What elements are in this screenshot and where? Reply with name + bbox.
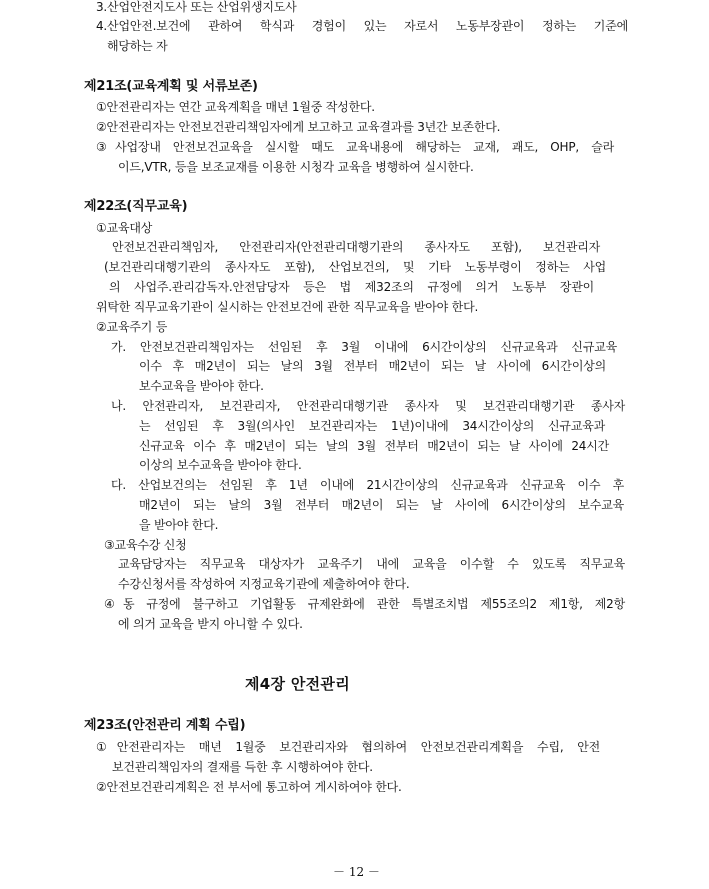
article-22-item-3-para-2: 수강신청서를 작성하여 지정교육기관에 제출하여야 한다. bbox=[118, 577, 410, 591]
article-22-item-3: ③교육수강 신청 bbox=[104, 538, 187, 552]
chapter-title: 제4장 안전관리 bbox=[245, 675, 350, 693]
article-22-sub-da-cont-2: 을 받아야 한다. bbox=[139, 518, 219, 532]
article-22-sub-ga-cont-2: 보수교육을 받아야 한다. bbox=[139, 379, 264, 393]
article-22-item-4-cont: 에 의거 교육을 받지 아니할 수 있다. bbox=[118, 617, 303, 631]
article-22-item-2: ②교육주기 등 bbox=[96, 320, 168, 334]
article-22-sub-na-cont-2: 신규교육 이수 후 매2년이 되는 날의 3월 전부터 매2년이 되는 날 사이에 24시간 bbox=[139, 439, 609, 453]
article-21-item-3-cont: 이드,VTR, 등을 보조교재를 이용한 시청각 교육을 병행하여 실시한다. bbox=[118, 160, 474, 174]
article-22-sub-na-cont-3: 이상의 보수교육을 받아야 한다. bbox=[139, 458, 302, 472]
article-22-item-1: ①교육대상 bbox=[96, 221, 153, 235]
article-22-para-line-3: 의 사업주.관리감독자.안전담당자 등은 법 제32조의 규정에 의거 노동부 장관이 bbox=[109, 280, 594, 294]
list-item-3: 3.산업안전지도사 또는 산업위생지도사 bbox=[96, 0, 297, 14]
article-23-item-2: ②안전보건관리계획은 전 부서에 통고하여 게시하여야 한다. bbox=[96, 780, 402, 794]
article-22-para-line-1: 안전보건관리책임자, 안전관리자(안전관리대행기관의 종사자도 포함), 보건관리자 bbox=[112, 240, 600, 254]
article-23-heading: 제23조(안전관리 계획 수립) bbox=[84, 718, 246, 733]
article-22-sub-ga-cont-1: 이수 후 매2년이 되는 날의 3월 전부터 매2년이 되는 날 사이에 6시간이상의 bbox=[139, 359, 606, 373]
article-21-item-1: ①안전관리자는 연간 교육계획을 매년 1월중 작성한다. bbox=[96, 100, 375, 114]
article-22-item-3-para-1: 교육담당자는 직무교육 대상자가 교육주기 내에 교육을 이수할 수 있도록 직무교육 bbox=[118, 557, 625, 571]
article-22-sub-na-cont-1: 는 선임된 후 3월(의사인 보건관리자는 1년)이내에 34시간이상의 신규교육과 bbox=[139, 419, 605, 433]
article-21-item-3: ③사업장내 안전보건교육을 실시할 때도 교육내용에 해당하는 교재, 괘도, OHP, 슬라 bbox=[96, 140, 614, 154]
article-22-item-4: ④동 규정에 불구하고 기업활동 규제완화에 관한 특별조치법 제55조의2 제1항, 제2항 bbox=[104, 597, 625, 611]
article-22-sub-da: 다. 산업보건의는 선임된 후 1년 이내에 21시간이상의 신규교육과 신규교육 이수 후 bbox=[111, 478, 624, 492]
list-item-4: 4.산업안전.보건에 관하여 학식과 경험이 있는 자로서 노동부장관이 정하는 기준에 bbox=[96, 19, 628, 33]
list-item-4-cont: 해당하는 자 bbox=[107, 39, 168, 53]
article-22-sub-ga: 가. 안전보건관리책임자는 선임된 후 3월 이내에 6시간이상의 신규교육과 신규교육 bbox=[111, 340, 617, 354]
article-23-item-1-cont: 보건관리책임자의 결재를 득한 후 시행하여야 한다. bbox=[112, 760, 373, 774]
article-22-para-line-4: 위탁한 직무교육기관이 실시하는 안전보건에 관한 직무교육을 받아야 한다. bbox=[96, 300, 479, 314]
page-number: － 12 － bbox=[333, 865, 380, 879]
article-22-sub-da-cont-1: 매2년이 되는 날의 3월 전부터 매2년이 되는 날 사이에 6시간이상의 보수교육 bbox=[139, 498, 624, 512]
article-22-heading: 제22조(직무교육) bbox=[84, 199, 188, 214]
article-22-sub-na: 나. 안전관리자, 보건관리자, 안전관리대행기관 종사자 및 보건관리대행기관 종사자 bbox=[111, 399, 625, 413]
article-21-item-2: ②안전관리자는 안전보건관리책임자에게 보고하고 교육결과를 3년간 보존한다. bbox=[96, 120, 501, 134]
article-21-heading: 제21조(교육계획 및 서류보존) bbox=[84, 79, 258, 94]
article-22-para-line-2: (보건관리대행기관의 종사자도 포함), 산업보건의, 및 기타 노동부령이 정하는 사업 bbox=[104, 260, 606, 274]
article-23-item-1: ①안전관리자는 매년 1월중 보건관리자와 협의하여 안전보건관리계획을 수립, 안전 bbox=[96, 740, 600, 754]
